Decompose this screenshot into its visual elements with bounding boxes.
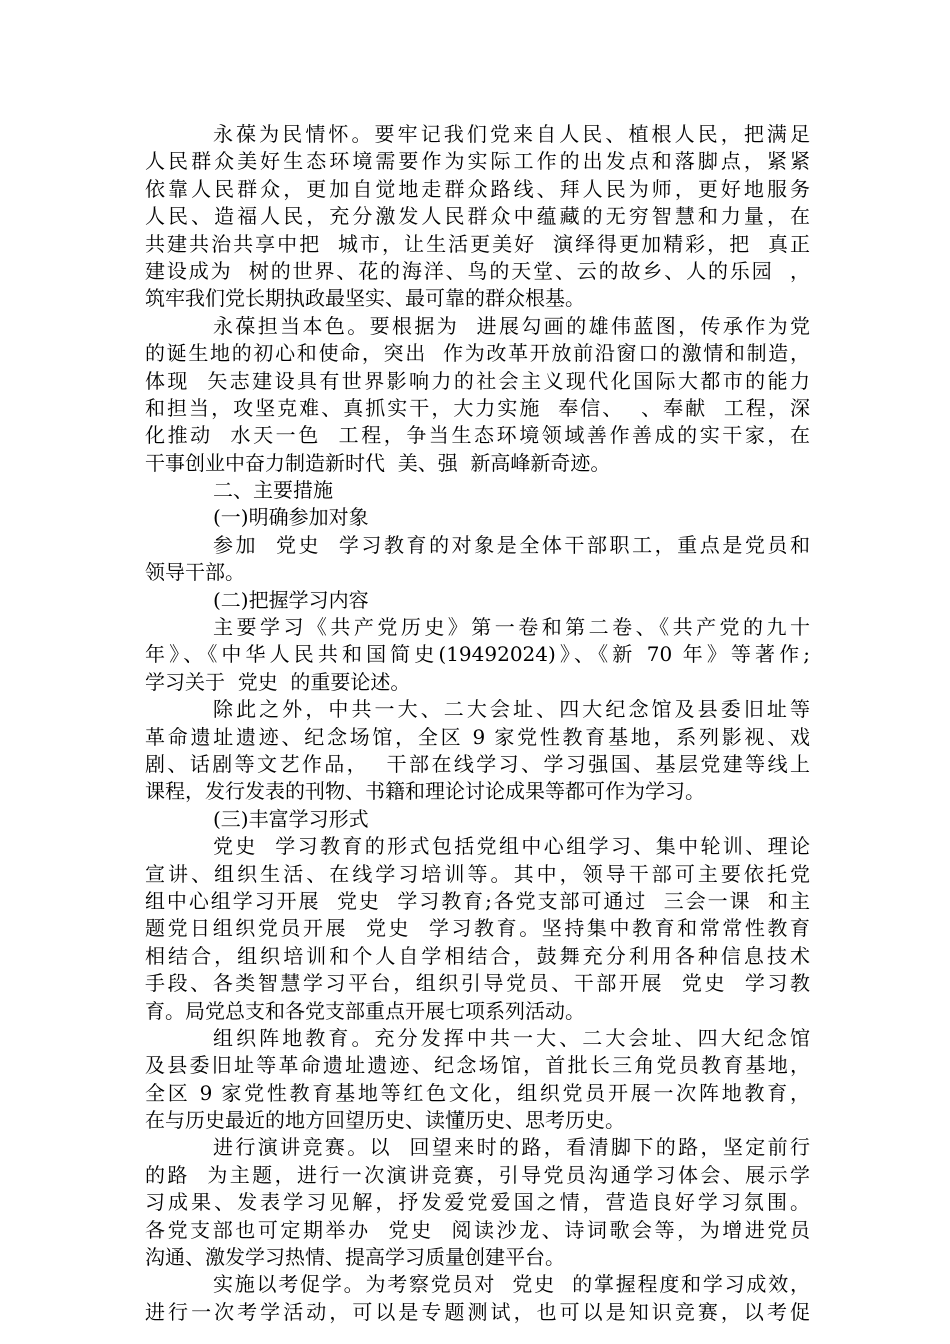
text-line: 题党日组织党员开展 党史 学习教育。坚持集中教育和常常性教育	[145, 916, 810, 941]
text-line: 组中心组学习开展 党史 学习教育;各党支部可通过 三会一课 和主	[145, 888, 810, 913]
text-line: 永葆为民情怀。要牢记我们党来自人民、植根人民，把满足	[213, 122, 810, 146]
text-line: 各党支部也可定期举办 党史 阅读沙龙、诗词歌会等，为增进党员	[145, 1217, 810, 1242]
text-line: 共建共治共享中把 城市，让生活更美好 演绎得更加精彩，把 真正	[145, 231, 810, 256]
text-line: 领导干部。	[145, 560, 245, 585]
text-line: 进行演讲竞赛。以 回望来时的路，看清脚下的路，坚定前行	[213, 1135, 810, 1160]
text-line: 干事创业中奋力制造新时代 美、强 新高峰新奇迹。	[145, 450, 611, 475]
text-line: 在与历史最近的地方回望历史、读懂历史、思考历史。	[145, 1108, 625, 1133]
text-line: 除此之外，中共一大、二大会址、四大纪念馆及县委旧址等	[213, 697, 810, 722]
text-line: 组织阵地教育。充分发挥中共一大、二大会址、四大纪念馆	[213, 1025, 810, 1050]
text-line: 宣讲、组织生活、在线学习培训等。其中，领导干部可主要依托党	[145, 861, 810, 886]
text-line: 永葆担当本色。要根据为 进展勾画的雄伟蓝图，传承作为党	[213, 313, 810, 338]
text-line: 课程，发行发表的刊物、书籍和理论讨论成果等都可作为学习。	[145, 779, 705, 804]
text-line: (二)把握学习内容	[213, 587, 369, 612]
text-line: 革命遗址遗迹、纪念场馆，全区 9 家党性教育基地，系列影视、戏	[145, 724, 810, 749]
document-body	[145, 121, 810, 1326]
text-line: 的诞生地的初心和使命，突出 作为改革开放前沿窗口的激情和制造，	[145, 341, 810, 366]
text-line: 剧、话剧等文艺作品， 干部在线学习、学习强国、基层党建等线上	[145, 751, 810, 776]
text-line: 筑牢我们党长期执政最坚实、最可靠的群众根基。	[145, 286, 585, 311]
text-line: 育。局党总支和各党支部重点开展七项系列活动。	[145, 998, 585, 1023]
text-line: 和担当，攻坚克难、真抓实干，大力实施 奉信、 、奉献 工程，深	[145, 395, 810, 420]
text-line: 学习关于 党史 的重要论述。	[145, 669, 411, 694]
text-line: 人民、造福人民，充分激发人民群众中蕴藏的无穷智慧和力量，在	[145, 204, 810, 229]
text-line: 体现 矢志建设具有世界影响力的社会主义现代化国际大都市的能力	[145, 368, 810, 393]
text-line: 化推动 水天一色 工程，争当生态环境领域善作善成的实干家，在	[145, 423, 810, 448]
text-line: 年》、《中华人民共和国简史(19492024)》、《新 70 年》等著作;	[145, 642, 810, 667]
text-line: 实施以考促学。为考察党员对 党史 的掌握程度和学习成效，	[213, 1272, 810, 1297]
text-line: 的路 为主题，进行一次演讲竞赛，引导党员沟通学习体会、展示学	[145, 1162, 810, 1187]
text-line: 党史 学习教育的形式包括党组中心组学习、集中轮训、理论	[213, 834, 810, 859]
text-line: 手段、各类智慧学习平台，组织引导党员、干部开展 党史 学习教	[145, 971, 810, 996]
text-line: 参加 党史 学习教育的对象是全体干部职工，重点是党员和	[213, 532, 810, 557]
text-line: 主要学习《共产党历史》第一卷和第二卷、《共产党的九十	[213, 615, 810, 640]
text-line: 沟通、激发学习热情、提高学习质量创建平台。	[145, 1245, 565, 1270]
text-line: 习成果、发表学习见解，抒发爱党爱国之情，营造良好学习氛围。	[145, 1190, 810, 1215]
text-line: 全区 9 家党性教育基地等红色文化，组织党员开展一次阵地教育，	[145, 1080, 810, 1105]
text-line: 依靠人民群众，更加自觉地走群众路线、拜人民为师，更好地服务	[145, 176, 810, 201]
text-line: 建设成为 树的世界、花的海洋、鸟的天堂、云的故乡、人的乐园 ，	[145, 258, 810, 283]
text-line: (三)丰富学习形式	[213, 806, 369, 831]
text-line: (一)明确参加对象	[213, 505, 369, 530]
text-line: 进行一次考学活动，可以是专题测试，也可以是知识竞赛，以考促	[145, 1299, 810, 1324]
text-line: 及县委旧址等革命遗址遗迹、纪念场馆，首批长三角党员教育基地，	[145, 1053, 810, 1078]
text-line: 相结合，组织培训和个人自学相结合，鼓舞充分利用各种信息技术	[145, 943, 810, 968]
text-line: 人民群众美好生态环境需要作为实际工作的出发点和落脚点，紧紧	[145, 149, 810, 174]
text-line: 二、主要措施	[213, 478, 333, 503]
